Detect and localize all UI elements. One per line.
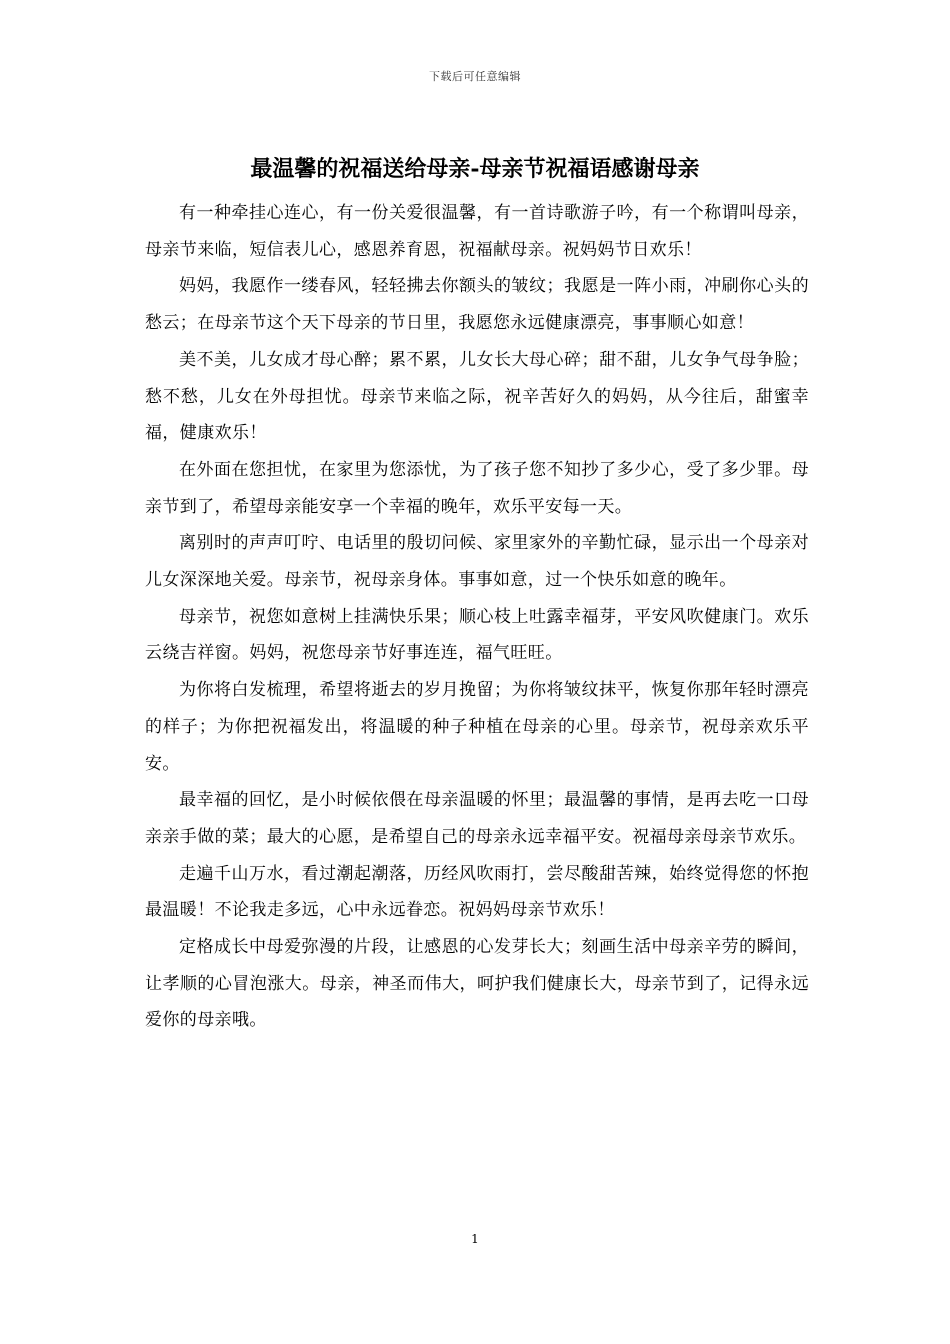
page-number: 1 [471,1232,479,1246]
paragraph: 最幸福的回忆，是小时候依偎在母亲温暖的怀里；最温馨的事情，是再去吃一口母亲亲手做的菜；最大的心愿，是希望自己的母亲永远幸福平安。祝福母亲母亲节欢乐。 [145,790,809,847]
paragraph: 离别时的声声叮咛、电话里的殷切问候、家里家外的辛勤忙碌，显示出一个母亲对儿女深深地关爱。母亲节，祝母亲身体。事事如意，过一个快乐如意的晚年。 [145,533,809,591]
document-title: 最温馨的祝福送给母亲-母亲节祝福语感谢母亲 [250,156,700,182]
paragraph: 有一种牵挂心连心，有一份关爱很温馨，有一首诗歌游子吟，有一个称谓叫母亲，母亲节来临，短信表儿心，感恩养育恩，祝福献母亲。祝妈妈节日欢乐！ [145,203,809,260]
document-body [145,195,809,1039]
header-note: 下载后可任意编辑 [429,70,521,83]
paragraph: 母亲节，祝您如意树上挂满快乐果；顺心枝上吐露幸福芽，平安风吹健康门。欢乐云绕吉祥窗。妈妈，祝您母亲节好事连连，福气旺旺。 [145,606,809,664]
paragraph: 美不美，儿女成才母心醉；累不累，儿女长大母心碎；甜不甜，儿女争气母争脸；愁不愁，儿女在外母担忧。母亲节来临之际，祝辛苦好久的妈妈，从今往后，甜蜜幸福，健康欢乐！ [145,349,809,444]
paragraph: 定格成长中母爱弥漫的片段，让感恩的心发芽长大；刻画生活中母亲辛劳的瞬间，让孝顺的心冒泡涨大。母亲，神圣而伟大，呵护我们健康长大，母亲节到了，记得永远爱你的母亲哦。 [145,937,809,1031]
paragraph: 为你将白发梳理，希望将逝去的岁月挽留；为你将皱纹抹平，恢复你那年轻时漂亮的样子；为你把祝福发出，将温暖的种子种植在母亲的心里。母亲节，祝母亲欢乐平安。 [145,680,809,774]
paragraph: 走遍千山万水，看过潮起潮落，历经风吹雨打，尝尽酸甜苦辣，始终觉得您的怀抱最温暖！不论我走多远，心中永远眷恋。祝妈妈母亲节欢乐！ [145,863,809,921]
paragraph: 在外面在您担忧，在家里为您添忧，为了孩子您不知抄了多少心，受了多少罪。母亲节到了，希望母亲能安享一个幸福的晚年，欢乐平安每一天。 [145,459,809,517]
paragraph: 妈妈，我愿作一缕春风，轻轻拂去你额头的皱纹；我愿是一阵小雨，冲刷你心头的愁云；在母亲节这个天下母亲的节日里，我愿您永远健康漂亮，事事顺心如意！ [145,276,809,334]
